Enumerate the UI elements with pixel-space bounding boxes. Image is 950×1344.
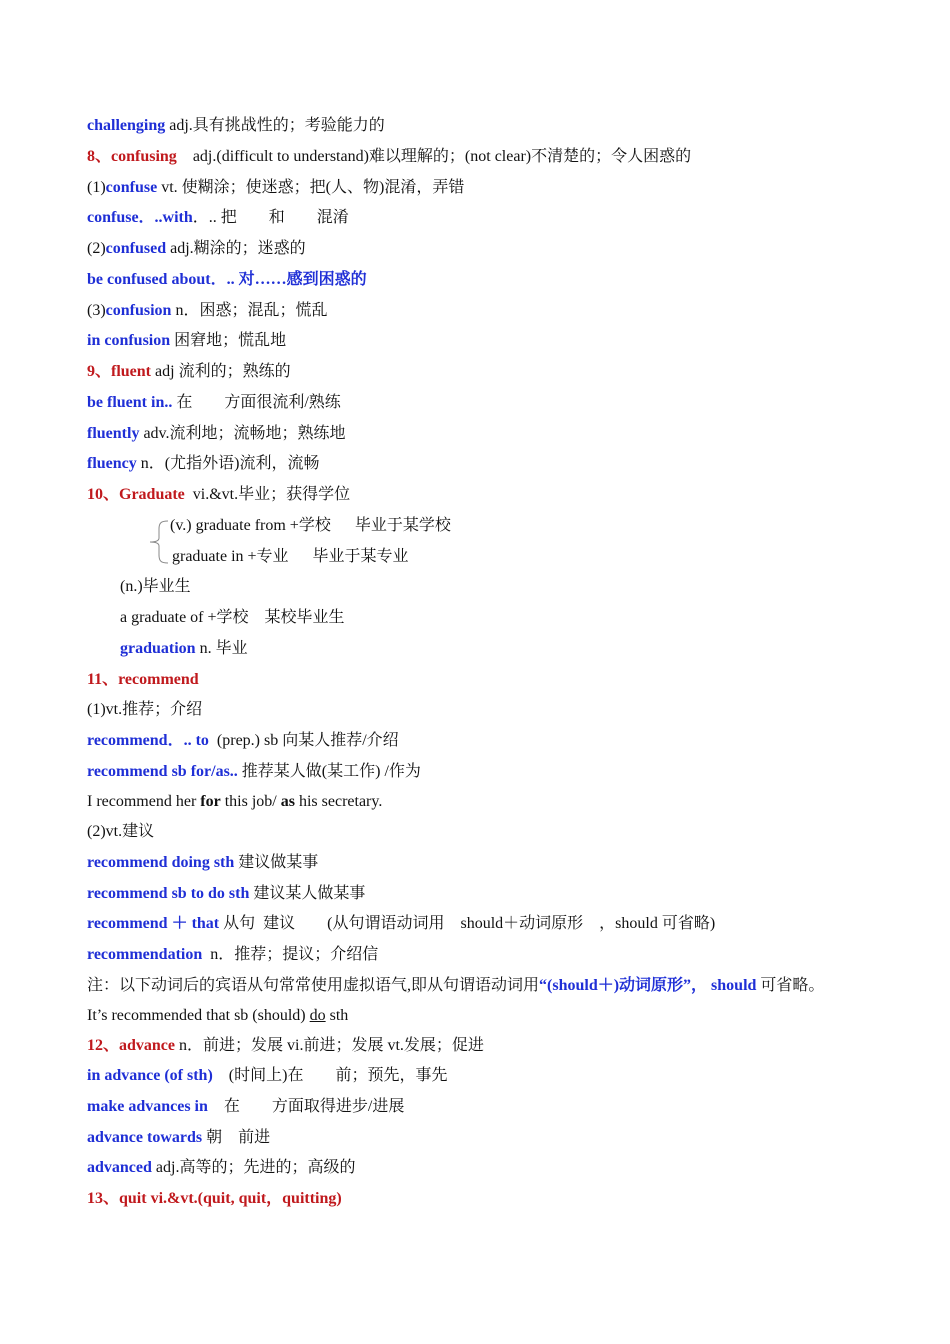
entry-quit bbox=[87, 1189, 342, 1209]
numbered-term: 11、recommend bbox=[87, 671, 199, 688]
example-sentence bbox=[87, 1006, 348, 1026]
entry-recommend-vt-1 bbox=[87, 700, 202, 720]
entry-advance-towards bbox=[87, 1128, 270, 1148]
definition: adj.具有挑战性的；考验能力的 bbox=[165, 117, 385, 134]
term: confused bbox=[105, 240, 167, 257]
definition: (1)vt.推荐；介绍 bbox=[87, 701, 203, 718]
entry-recommendation bbox=[87, 945, 378, 965]
entry-in-confusion bbox=[87, 331, 286, 351]
entry-fluent bbox=[87, 362, 291, 382]
term: recommend ＋ that bbox=[87, 915, 220, 932]
definition: 从句 建议 (从句谓语动词用 should＋动词原形 ，should 可省略) bbox=[219, 915, 716, 932]
entry-advance bbox=[87, 1036, 484, 1056]
entry-confuse-with bbox=[87, 208, 349, 228]
definition: n．前进；发展 vi.前进；发展 vt.发展；促进 bbox=[175, 1037, 484, 1054]
entry-confusion bbox=[87, 301, 327, 321]
numbered-term: 8、confusing bbox=[87, 148, 177, 165]
numbered-term: 13、quit vi.&vt.(quit, quit，quitting) bbox=[87, 1190, 342, 1207]
note-text: 可省略。 bbox=[756, 977, 825, 994]
definition: 朝 前进 bbox=[202, 1129, 271, 1146]
term: graduation bbox=[120, 640, 196, 657]
term: confuse bbox=[105, 179, 158, 196]
index: (2) bbox=[87, 240, 106, 257]
definition: (2)vt.建议 bbox=[87, 823, 155, 840]
term: confusion bbox=[105, 302, 172, 319]
entry-graduate-noun bbox=[120, 577, 191, 597]
definition: n. 毕业 bbox=[195, 640, 248, 657]
definition: (n.)毕业生 bbox=[120, 578, 191, 595]
term: recommend sb for/as.. bbox=[87, 763, 238, 780]
definition: n．困惑；混乱；慌乱 bbox=[171, 302, 328, 319]
note-highlight: “(should＋)动词原形”， should bbox=[539, 977, 757, 994]
term: advanced bbox=[87, 1159, 152, 1176]
brace-icon bbox=[148, 519, 170, 565]
definition: 困窘地；慌乱地 bbox=[170, 332, 287, 349]
entry-confused bbox=[87, 239, 306, 259]
definition: 建议做某事 bbox=[234, 854, 319, 871]
entry-make-advances-in bbox=[87, 1097, 404, 1117]
definition: adv.流利地；流畅地；熟练地 bbox=[139, 425, 346, 442]
numbered-term: 12、advance bbox=[87, 1037, 176, 1054]
entry-a-graduate-of bbox=[120, 608, 345, 628]
entry-recommend-sb-for-as bbox=[87, 762, 421, 782]
numbered-term: 10、Graduate bbox=[87, 486, 185, 503]
definition: (prep.) sb 向某人推荐/介绍 bbox=[208, 732, 399, 749]
definition: a graduate of +学校 某校毕业生 bbox=[120, 609, 345, 626]
term: fluently bbox=[87, 425, 140, 442]
term: fluency bbox=[87, 455, 137, 472]
entry-graduation bbox=[120, 639, 248, 659]
term: confuse．..with bbox=[87, 209, 193, 226]
example-text: I recommend her bbox=[87, 793, 201, 810]
example-keyword: as bbox=[280, 793, 295, 810]
example-text: his secretary. bbox=[294, 793, 383, 810]
entry-fluently bbox=[87, 424, 346, 444]
entry-recommend-doing bbox=[87, 853, 318, 873]
entry-be-fluent-in bbox=[87, 393, 341, 413]
index: (1) bbox=[87, 179, 106, 196]
definition: adj.糊涂的；迷惑的 bbox=[166, 240, 306, 257]
entry-confuse bbox=[87, 178, 464, 198]
entry-challenging bbox=[87, 116, 385, 136]
example-underlined: do bbox=[309, 1007, 326, 1024]
entry-in-advance bbox=[87, 1066, 447, 1086]
entry-recommend bbox=[87, 670, 199, 690]
entry-confusing bbox=[87, 147, 691, 167]
entry-be-confused-about bbox=[87, 270, 367, 290]
definition: 在 方面取得进步/进展 bbox=[207, 1098, 405, 1115]
term: recommendation bbox=[87, 946, 203, 963]
index: (3) bbox=[87, 302, 106, 319]
term: challenging bbox=[87, 117, 166, 134]
example-keyword: for bbox=[200, 793, 221, 810]
entry-recommend-that bbox=[87, 914, 715, 934]
term: recommend sb to do sth bbox=[87, 885, 250, 902]
entry-recommend-sb-to-do bbox=[87, 884, 365, 904]
definition: (时间上)在 前；预先，事先 bbox=[212, 1067, 448, 1084]
definition: 推荐某人做(某工作) /作为 bbox=[237, 763, 421, 780]
term: be fluent in.. bbox=[87, 394, 173, 411]
numbered-term: 9、fluent bbox=[87, 363, 152, 380]
definition: graduate in +专业 毕业于某专业 bbox=[172, 548, 409, 565]
example-sentence bbox=[87, 792, 382, 812]
term: recommend．.. to bbox=[87, 732, 209, 749]
example-text: sth bbox=[325, 1007, 349, 1024]
definition: n．(尤指外语)流利，流畅 bbox=[136, 455, 320, 472]
term: make advances in bbox=[87, 1098, 208, 1115]
definition: adj.高等的；先进的；高级的 bbox=[151, 1159, 356, 1176]
example-text: It’s recommended that sb (should) bbox=[87, 1007, 310, 1024]
term: recommend doing sth bbox=[87, 854, 235, 871]
definition: adj.(difficult to understand)难以理解的；(not clear)不清楚的；令人困惑的 bbox=[176, 148, 692, 165]
entry-graduate bbox=[87, 485, 350, 505]
term: in advance (of sth) bbox=[87, 1067, 213, 1084]
example-text: this job/ bbox=[220, 793, 281, 810]
term: in confusion bbox=[87, 332, 171, 349]
definition: vi.&vt.毕业；获得学位 bbox=[184, 486, 351, 503]
term: advance towards bbox=[87, 1129, 203, 1146]
definition: 在 方面很流利/熟练 bbox=[172, 394, 341, 411]
definition: vt. 使糊涂；使迷惑；把(人、物)混淆，弄错 bbox=[157, 179, 465, 196]
definition: adj 流利的；熟练的 bbox=[151, 363, 291, 380]
entry-graduate-from bbox=[170, 516, 451, 536]
note-line bbox=[87, 976, 824, 996]
definition: n．推荐；提议；介绍信 bbox=[202, 946, 379, 963]
definition: 建议某人做某事 bbox=[249, 885, 366, 902]
term: be confused about．.. 对……感到困惑的 bbox=[87, 271, 367, 288]
entry-recommend-vt-2 bbox=[87, 822, 154, 842]
entry-graduate-in bbox=[172, 547, 409, 567]
entry-advanced bbox=[87, 1158, 355, 1178]
note-text: 注：以下动词后的宾语从句常常使用虚拟语气,即从句谓语动词用 bbox=[87, 977, 540, 994]
entry-fluency bbox=[87, 454, 319, 474]
entry-recommend-to bbox=[87, 731, 399, 751]
definition: (v.) graduate from +学校 毕业于某学校 bbox=[170, 517, 451, 534]
definition: ．.. 把 和 混淆 bbox=[192, 209, 349, 226]
